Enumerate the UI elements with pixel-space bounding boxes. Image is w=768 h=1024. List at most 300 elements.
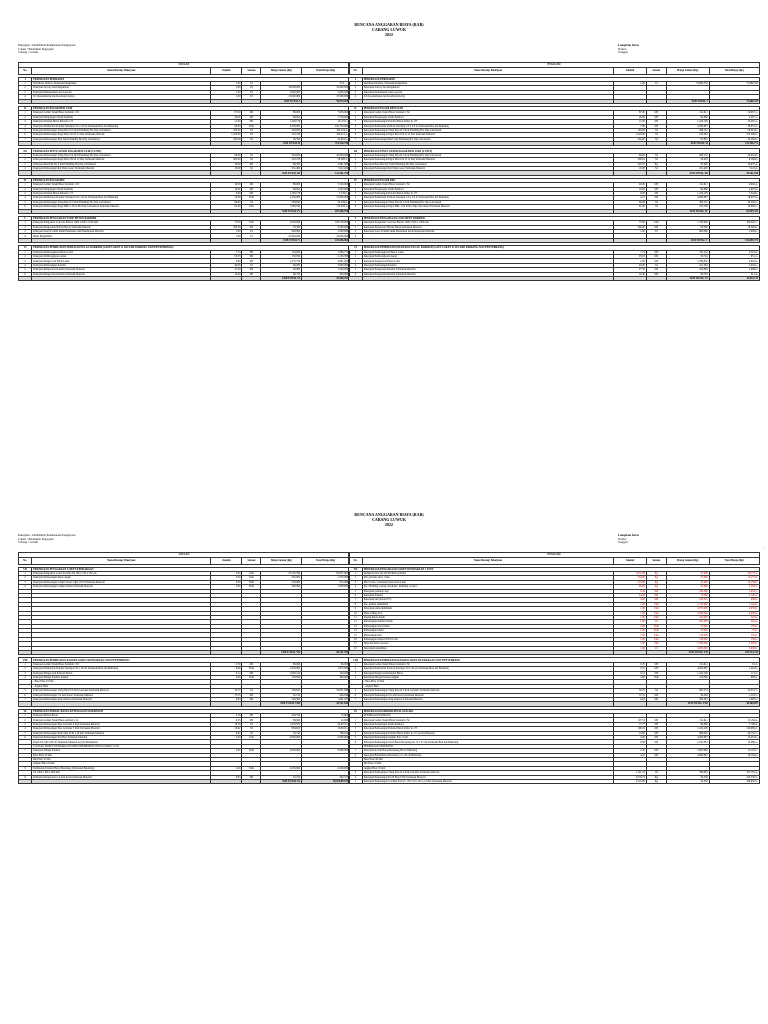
item-unit-price: 1,369,850: [666, 259, 709, 263]
item-quantity: 3.00: [211, 585, 242, 589]
item-quantity: 32.00: [211, 196, 242, 200]
item-unit: LS: [646, 81, 666, 85]
item-name: Pekerjaan Pembuatan Pondasi Setempat 0.6 x 0.6 m Termasuk Besi dan Bekisting: [32, 196, 211, 200]
item-number: 11: [349, 615, 363, 619]
item-total: 8,000,000: [302, 749, 350, 753]
item-number: 1: [349, 662, 363, 666]
item-quantity: 3.00: [211, 576, 242, 580]
item-quantity: 1.00: [614, 633, 647, 637]
item-number: 5: [349, 200, 363, 204]
section-title: PEKERJAAN KORIDOR PEJALAN KAKI: [362, 709, 759, 713]
section-number: II: [19, 106, 32, 110]
item-unit-price: 1,395,794: [261, 205, 302, 209]
item-unit-price: 3,000,000: [666, 646, 709, 650]
item-unit-price: 226,500: [666, 589, 709, 593]
item-quantity: 10.92: [211, 727, 242, 731]
item-unit: M: [242, 133, 261, 137]
item-unit: M2: [242, 272, 261, 276]
item-quantity: 7.74: [211, 250, 242, 254]
item-unit-price: 86,723: [261, 272, 302, 276]
item-number: 4: [349, 124, 363, 128]
item-unit-price: 75,000: [666, 629, 709, 633]
item-total: 1,000,000: [302, 230, 350, 234]
item-number: 1: [349, 81, 363, 85]
item-name: Pembuatan Pondasi Beton Bertulang (Termasuk Bekisting): [32, 766, 211, 770]
section-number: VII: [349, 567, 363, 571]
item-quantity: 1.00: [614, 607, 647, 611]
item-unit-price: 161,364: [666, 263, 709, 267]
item-quantity: 37.55: [614, 693, 647, 697]
item-number: 2: [19, 86, 32, 90]
meta-line: Pekerjaan : Identifikasi Pelaksanaan Pengerjaan: [18, 533, 76, 537]
project-meta: [18, 44, 75, 55]
item-name: Pekerjaan Pemasangan Besi Siku Finishing Hot Dip Galvanized: [32, 137, 211, 141]
item-unit: M3: [242, 183, 261, 187]
meta-line: Nomor: [618, 46, 627, 51]
subtotal-label: SUB TOTAL VIII: [666, 702, 709, 706]
proposal-table: [18, 62, 350, 281]
item-unit-price: 88,000: [261, 183, 302, 187]
item-number: 4: [19, 196, 32, 200]
empty-cell: [349, 277, 363, 281]
item-quantity: 27.50: [211, 268, 242, 272]
item-number: 4: [19, 727, 32, 731]
item-quantity: 7.00: [614, 124, 647, 128]
item-unit-price: 308,151: [666, 153, 709, 157]
meta-line: Nomor: [618, 536, 627, 541]
item-unit: M: [242, 153, 261, 157]
section-title: PEKERJAAN PAGAR BESI ULIR: [362, 106, 759, 110]
item-name: Pekerjaan Pembongkaran Aspal: [362, 255, 613, 259]
item-quantity: 50.70: [211, 689, 242, 693]
item-quantity: 26.00: [211, 115, 242, 119]
subtotal-label: SUB TOTAL VIII: [261, 702, 302, 706]
item-unit-price: 1,476,875: [261, 722, 302, 726]
page-year: 2022: [385, 32, 393, 37]
item-name: Pekerjaan Pondasi Beton Rabat K-175: [32, 120, 211, 124]
item-name: Base Plate 20 mm: [362, 758, 613, 762]
item-name: Pekerjaan Pembuatan Pondasi Setempat 0.6 x 0.6 m Termasuk Besi dan Bekisting: [362, 124, 613, 128]
item-unit: Titik: [242, 667, 261, 671]
item-total: 7,159,0..: [302, 191, 350, 195]
item-name: Pekerjaan Pembuatan Pondasi Setempat 30 x 30 cm Termasuk Besi dan Bekisting: [362, 667, 613, 671]
item-name: Pemasangan mcb: [362, 633, 613, 637]
subtotal-value: 50,070,857.67: [302, 779, 350, 783]
item-quantity: 81.00: [211, 205, 242, 209]
item-unit: LS: [242, 86, 261, 90]
item-name: Pekerjaan Dokumentasi dan Laporan: [32, 90, 211, 94]
item-name: Pekerjaan Besi Plat 8ly 8 mm Finishing Hot Dip Galvanized: [32, 162, 211, 166]
item-unit: M: [646, 263, 666, 267]
item-total: 2,518,3..: [709, 250, 759, 254]
item-unit: M3: [646, 111, 666, 115]
item-unit-price: 65,000: [666, 225, 709, 229]
item-unit: M2: [646, 697, 666, 701]
item-number: 5: [19, 200, 32, 204]
item-unit-price: 2,000,000: [261, 90, 302, 94]
item-unit: M3: [646, 115, 666, 119]
item-name: Pekerjaan Pemasangan Tiang Pipa Ø 3 Inch Finishing Hot Dip Galvanized: [362, 128, 613, 132]
col-qty-header: Jumlah: [614, 557, 647, 564]
empty-cell: [19, 277, 32, 281]
item-quantity: 183.00: [614, 128, 647, 132]
empty-cell: [211, 277, 242, 281]
item-number: 1: [349, 718, 363, 722]
item-quantity: 435.00: [614, 137, 647, 141]
rab-page-2: [18, 512, 760, 784]
item-total: 4,500,000: [302, 766, 350, 770]
item-name: Biaya Pengiriman: [32, 234, 211, 238]
item-total: 15,000,000: [302, 95, 350, 99]
item-quantity: 4.00: [211, 749, 242, 753]
item-unit-price: 2,000,000: [261, 736, 302, 740]
item-total: 525,0..: [709, 615, 759, 619]
item-unit: M3: [646, 667, 666, 671]
item-number: 6: [19, 693, 32, 697]
item-unit-price: 10,000,000: [261, 86, 302, 90]
item-total: 1,000,0..: [709, 230, 759, 234]
item-number: 5: [349, 736, 363, 740]
item-quantity: 1.00: [614, 602, 647, 606]
item-unit: LS: [242, 81, 261, 85]
page-title: RENCANA ANGGARAN BIAYA (RAB): [354, 512, 424, 517]
item-unit-price: 32,150: [261, 775, 302, 779]
item-number: 7: [349, 137, 363, 141]
item-unit-price: 47,696: [666, 162, 709, 166]
item-unit: M: [646, 205, 666, 209]
item-unit: M2: [646, 272, 666, 276]
item-name: Pekerjaan Pengurugan Tanah Kembali: [32, 187, 211, 191]
item-unit-price: 122,611: [666, 718, 709, 722]
item-name: Pekerjaan Pembuatan Pondasi Setempat 30 x 30 cm Termasuk Besi dan Bekisting: [32, 667, 211, 671]
item-quantity: 0.80: [211, 259, 242, 263]
item-name: Pekerjaan Galian Tanah Biasa Sedalam 1 M: [362, 111, 613, 115]
item-name: Pekerjaan Pemasangan Kipas Angin: [32, 576, 211, 580]
item-number: 3: [19, 230, 32, 234]
item-unit-price: 122,611: [666, 111, 709, 115]
item-name: Pekerjaan Pemasangan Cat Anti Karat Termasuk Material: [362, 693, 613, 697]
item-name: Pekerjaan Pemasangan Sloof Beton Bertulang uk 15 x 25 cm Termasuk Besi dan Bekisting: [362, 740, 613, 744]
item-unit: M3: [242, 120, 261, 124]
item-total: 50,175,3..: [709, 571, 759, 575]
item-unit: M: [242, 727, 261, 731]
item-name: Pekerjaan Pemasangan Tiang Pipa Ø 3 Inch Finishing Hot Dip Galvanized: [32, 200, 211, 204]
item-unit: M: [646, 771, 666, 775]
subtotal-label: SUB TOTAL II: [261, 142, 302, 146]
item-number: 4: [349, 196, 363, 200]
item-quantity: 0.96: [211, 667, 242, 671]
col-qty-header: Jumlah: [211, 557, 242, 564]
item-number: 6: [349, 593, 363, 597]
item-unit: M2: [242, 268, 261, 272]
section-number: VI: [349, 246, 363, 250]
item-unit: Kg: [646, 571, 666, 575]
item-unit: Unit: [646, 611, 666, 615]
item-quantity: 2.00: [211, 766, 242, 770]
item-name: Base Plate 20 mm: [32, 753, 211, 757]
item-name: Mobilisasi Demob, Termasuk Pengiriman: [32, 81, 211, 85]
subtotal-row: [19, 779, 350, 783]
item-unit-price: 4,093,897: [666, 667, 709, 671]
column-header-row: [19, 67, 350, 74]
item-number: 1: [349, 111, 363, 115]
item-name: Pekerjaan Pemasangan Pagar BRC 2.00 m Hot Dip Galvanized Termasuk Material: [362, 205, 613, 209]
item-number: 5: [349, 268, 363, 272]
item-number: 2: [19, 158, 32, 162]
item-total: 73,668,333: [709, 81, 759, 85]
item-unit: M: [242, 167, 261, 171]
item-name: Pekerjaan Pembuatan Pondasi Setempat 0.6 x 0.6 m Termasuk Besi dan Bekisting: [32, 124, 211, 128]
section-title: PEKERJAAN PAGAR BRC: [362, 178, 759, 182]
item-number: 7: [19, 697, 32, 701]
item-number: 4: [19, 234, 32, 238]
item-unit-price: 2,070,000: [666, 607, 709, 611]
item-name: Pekerjaan Pemasangan Atap Alderon Termasuk Material: [362, 697, 613, 701]
rab-page-1: [18, 22, 760, 281]
item-name: Pekerjaan Besi Plat 8ly 8 mm Finishing Hot Dip Galvanized: [362, 162, 613, 166]
item-quantity: 183.00: [211, 128, 242, 132]
item-number: 3: [349, 580, 363, 584]
item-name: Pekerjaan Pengecoran Pedestal Beton: [32, 671, 211, 675]
item-unit-price: 88,000: [261, 662, 302, 666]
item-total: 3,520,000: [302, 183, 350, 187]
item-quantity: 1.00: [614, 611, 647, 615]
section-number: IX: [19, 709, 32, 713]
item-name: Pekerjaan Galian Tanah Biasa Sedalam 1 M: [362, 183, 613, 187]
meta-line: Lokasi : Pelabuhan Pegerjaan: [18, 46, 54, 51]
item-number: 6: [349, 740, 363, 744]
column-header-row: [19, 557, 350, 564]
item-unit-price: 983,625: [261, 727, 302, 731]
col-name-header: Nama Barang/ Pekerjaan: [362, 67, 613, 74]
item-name: Pas / Bushing, tatalan, mechanic, finishing cat duco: [362, 585, 613, 589]
col-unit-price-header: Harga Satuan (Rp): [261, 67, 302, 74]
item-unit-price: 89,700: [261, 162, 302, 166]
empty-cell: [646, 277, 666, 281]
item-total: 19,099,7..: [709, 205, 759, 209]
item-name: Pemasangan lampu LED 18 watt: [362, 637, 613, 641]
item-unit: M3: [242, 111, 261, 115]
item-quantity: 16.00: [211, 167, 242, 171]
item-number: 3: [19, 162, 32, 166]
item-total: 10,000,000: [302, 86, 350, 90]
item-name: Pekerjaan Pemasangan Rel Pintu Geser Termasuk Material: [362, 167, 613, 171]
item-total: 13,184,4..: [709, 718, 759, 722]
item-unit-price: 1,193,178: [261, 120, 302, 124]
item-unit-price: 23,000,000: [261, 234, 302, 238]
attachment-meta: [618, 44, 639, 55]
item-unit: M2: [646, 268, 666, 272]
item-number: 1: [19, 714, 32, 718]
section-title: PEKERJAAN PENGADAAN TONE BETON BARRIER: [32, 216, 350, 220]
item-unit-price: 109,225: [666, 598, 709, 602]
item-total: 150,0..: [709, 624, 759, 628]
item-quantity: 77.77: [614, 722, 647, 726]
item-unit-price: 73,668,333: [666, 81, 709, 85]
item-name: Meja dan kursi operator: [362, 642, 613, 646]
item-quantity: 0.18: [211, 714, 242, 718]
item-total: 65,057,000: [302, 571, 350, 575]
item-total: 59,298,3..: [302, 158, 350, 162]
item-total: 171,3..: [709, 671, 759, 675]
item-name: - Angkur Baut: [32, 684, 211, 688]
item-quantity: 285.00: [211, 225, 242, 229]
subtotal-value: 29,469,292: [302, 277, 350, 281]
item-name: Pekerjaan Pengecoran Pulau Loket: [362, 259, 613, 263]
item-unit: M2: [242, 162, 261, 166]
item-name: Pekerjaan Pengadaan Concrete Barrier 1000 x 600 x 1050 mm: [32, 221, 211, 225]
subtotal-label: SUB TOTAL VII: [666, 651, 709, 655]
item-total: 168,750,000: [302, 221, 350, 225]
item-unit: M2: [646, 598, 666, 602]
item-number: 6: [349, 272, 363, 276]
item-quantity: 6.42: [614, 589, 647, 593]
item-name: Rangka hollow uk 50x35x3mm galvanis: [362, 571, 613, 575]
item-number: 1: [19, 81, 32, 85]
item-unit: M: [646, 200, 666, 204]
item-quantity: 4.00: [614, 598, 647, 602]
item-unit-price: 33,333: [261, 225, 302, 229]
item-quantity: 4.13: [614, 196, 647, 200]
item-unit: M: [646, 167, 666, 171]
page-subtitle: CABANG LUWUK: [372, 517, 406, 522]
item-unit: M3: [646, 727, 666, 731]
item-number: 7: [19, 137, 32, 141]
col-no-header: No.: [349, 67, 363, 74]
item-quantity: 81.00: [614, 205, 647, 209]
item-name: Uk 1000 x 800 x 800 mm: [32, 771, 211, 775]
item-unit: LS: [646, 230, 666, 234]
item-name: PEKERJAAN PONDASI: [362, 714, 613, 718]
item-unit-price: 2,250,000: [261, 196, 302, 200]
item-name: Pekerjaan Pemasangan Pondasi Beton Rabat K-175 (Lantai/Pijakan): [362, 731, 613, 735]
item-number: 2: [19, 255, 32, 259]
item-total: 1,120,5..: [709, 593, 759, 597]
item-name: Papan Uk 100 x 60 cm Termasuk Material Acrylic Berkualitas: [32, 740, 211, 744]
item-total: 100,026,7..: [709, 221, 759, 225]
item-number: 8: [349, 602, 363, 606]
item-unit-price: 47,696: [666, 580, 709, 584]
item-quantity: 24.80: [614, 731, 647, 735]
subtotal-label: SUB TOTAL V: [261, 238, 302, 242]
item-number: 1: [19, 250, 32, 254]
item-unit-price: 79,744: [261, 731, 302, 735]
item-unit-price: 1,950,000: [261, 667, 302, 671]
item-total: 1,144,9..: [709, 602, 759, 606]
subtotal-label: SUB TOTAL I: [261, 99, 302, 103]
item-quantity: 4.10: [614, 753, 647, 757]
item-number: 14: [349, 629, 363, 633]
section-title: PEKERJAAN PEMBUATAN KANOPI LOKET KENDARAAN NON PENYEBRANG: [32, 658, 350, 662]
item-number: 2: [349, 255, 363, 259]
item-quantity: 11.00: [211, 120, 242, 124]
item-number: 6: [349, 693, 363, 697]
item-number: 15: [349, 633, 363, 637]
item-unit-price: 502,400: [666, 620, 709, 624]
item-unit-price: 130,000: [666, 637, 709, 641]
item-unit-price: 47,696: [666, 571, 709, 575]
item-total: 113,059,3..: [302, 205, 350, 209]
item-total: 72,000,000: [302, 196, 350, 200]
item-total: 3,891,062: [302, 259, 350, 263]
empty-cell: [614, 277, 647, 281]
item-unit: M2: [646, 589, 666, 593]
item-quantity: 4.00: [211, 675, 242, 679]
item-unit-price: 451,400: [261, 167, 302, 171]
item-number: 2: [349, 667, 363, 671]
item-quantity: 1,051.98: [614, 571, 647, 575]
item-unit: LS: [242, 230, 261, 234]
item-quantity: 16.76: [211, 722, 242, 726]
item-total: 29,582,5..: [709, 200, 759, 204]
item-unit: M: [646, 133, 666, 137]
item-name: Pekerjaan Pemasangan Pondasi Beton Rabat K-175: [362, 727, 613, 731]
item-unit: Titik: [242, 766, 261, 770]
item-total: 4,000,000: [302, 736, 350, 740]
item-unit-price: 25,152,390: [261, 571, 302, 575]
col-total-header: Total Harga (Rp): [302, 557, 350, 564]
item-unit-price: 75,000: [666, 624, 709, 628]
item-quantity: 107.53: [614, 718, 647, 722]
subtotal-label: SUB TOTAL VI: [261, 277, 302, 281]
item-quantity: 1.00: [211, 81, 242, 85]
item-unit-price: 150,000: [666, 633, 709, 637]
item-number: 2: [19, 115, 32, 119]
item-unit-price: 1,224,109: [666, 120, 709, 124]
item-total: 2,070,0..: [709, 607, 759, 611]
item-quantity: 27.50: [614, 268, 647, 272]
item-name: Pekerjaan Pengecatan Kanstin Termasuk Material: [32, 268, 211, 272]
item-number: 4: [19, 263, 32, 267]
item-quantity: 254.90: [614, 576, 647, 580]
item-unit: Unit: [242, 576, 261, 580]
item-number: 16: [349, 637, 363, 641]
item-number: 8: [19, 766, 32, 770]
col-unit-header: Satuan: [242, 557, 261, 564]
item-quantity: 1.00: [614, 230, 647, 234]
item-unit: Unit: [242, 221, 261, 225]
item-quantity: 11.00: [614, 120, 647, 124]
column-header-row: [349, 67, 760, 74]
section-title: PEKERJAAN PINTU GESER PAGAR BESI ULIR (3 UNIT): [32, 149, 350, 153]
col-total-header: Total Harga (Rp): [302, 67, 350, 74]
item-name: Pekerjaan Pengecatan Cat Anti Karat Termasuk Material: [32, 775, 211, 779]
item-unit-price: 300,000: [261, 585, 302, 589]
item-unit: Titik: [242, 675, 261, 679]
item-unit-price: 66,000: [261, 115, 302, 119]
item-unit-price: 88,000: [261, 111, 302, 115]
col-unit-header: Satuan: [242, 67, 261, 74]
item-quantity: 1.00: [614, 615, 647, 619]
section-title: PEKERJAAN PEMBUATAN DUDUKAN PULAU BARRIER (GATE LOKET & SECURE PARKING NON PENYEBRANG): [32, 246, 350, 250]
item-name: Pekerjaan Pengecoran Pulau Loket: [32, 259, 211, 263]
item-total: 54,108,0..: [302, 200, 350, 204]
empty-cell: [32, 277, 211, 281]
item-unit: M: [242, 731, 261, 735]
item-name: Pekerjaan Galian Tanah Biasa Sedalam 1 M: [32, 111, 211, 115]
item-total: 1,262,6..: [709, 667, 759, 671]
item-number: 3: [19, 120, 32, 124]
item-total: 45,090,000: [302, 153, 350, 157]
item-number: 2: [349, 187, 363, 191]
item-unit: Unit: [242, 571, 261, 575]
item-unit-price: 56,000: [261, 268, 302, 272]
item-unit: M3: [646, 731, 666, 735]
subtotal-value: 109,743,311: [709, 651, 759, 655]
item-total: 7,768,4..: [709, 722, 759, 726]
section-title: PEKERJAAN PENGADAAN LOKET KENDARAAN: [32, 567, 350, 571]
item-number: 3: [19, 722, 32, 726]
